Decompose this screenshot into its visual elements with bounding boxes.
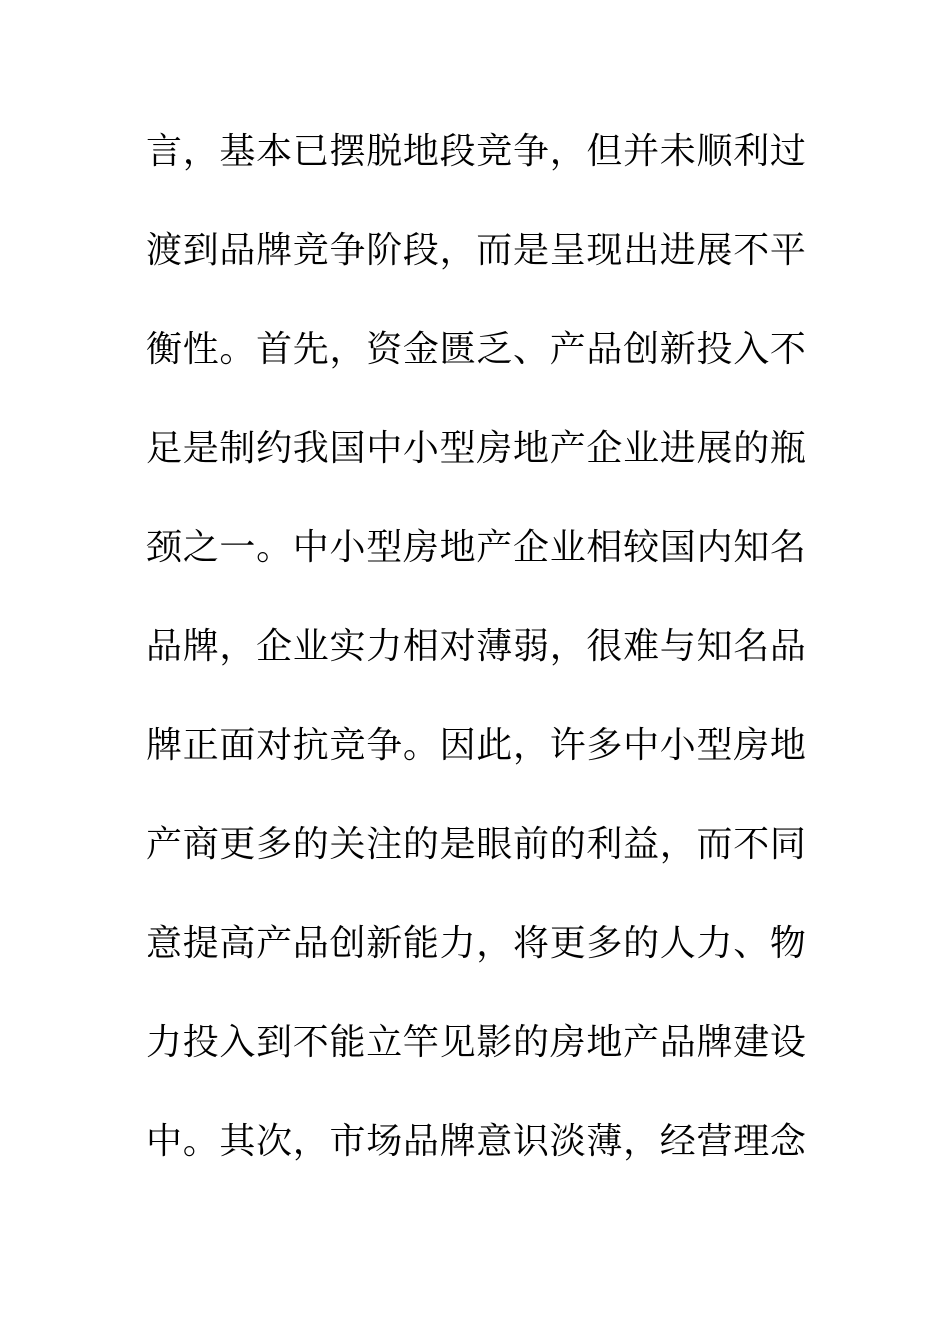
- text-line: 意提高产品创新能力，将更多的人力、物: [146, 923, 807, 964]
- text-line: 渡到品牌竞争阶段，而是呈现出进展不平: [146, 230, 807, 271]
- text-line: 颈之一。中小型房地产企业相较国内知名: [146, 527, 807, 568]
- text-line: 牌正面对抗竞争。因此，许多中小型房地: [146, 725, 807, 766]
- text-line: 言，基本已摆脱地段竞争，但并未顺利过: [146, 131, 807, 172]
- text-line: 足是制约我国中小型房地产企业进展的瓶: [146, 428, 807, 469]
- body-paragraph: [146, 128, 816, 1217]
- text-line: 产商更多的关注的是眼前的利益，而不同: [146, 824, 807, 865]
- text-line: 力投入到不能立竿见影的房地产品牌建设: [146, 1022, 807, 1063]
- text-line: 中。其次，市场品牌意识淡薄，经营理念: [146, 1121, 807, 1162]
- text-line: 品牌，企业实力相对薄弱，很难与知名品: [146, 626, 807, 667]
- text-line: 衡性。首先，资金匮乏、产品创新投入不: [146, 329, 807, 370]
